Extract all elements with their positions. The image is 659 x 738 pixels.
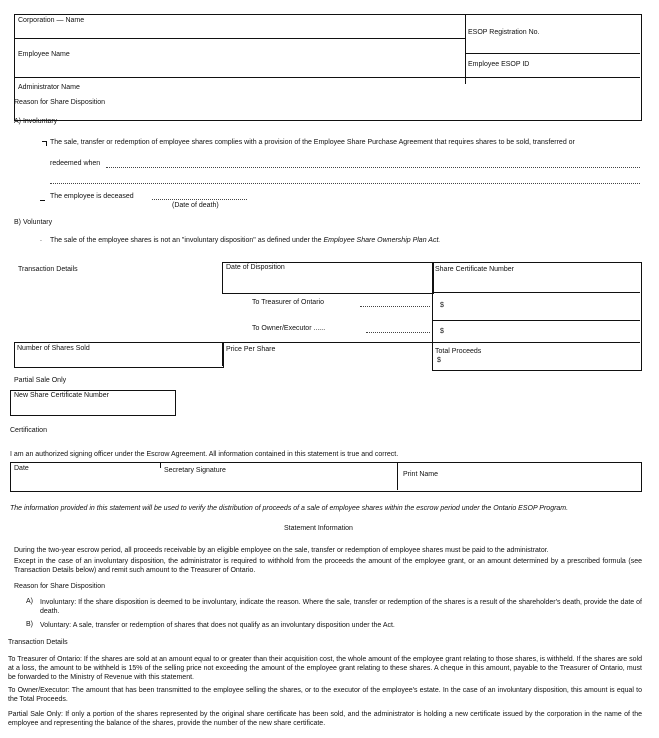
divider [160, 462, 161, 468]
info-a-label: A) [26, 598, 33, 605]
date-of-death-label: (Date of death) [172, 202, 219, 209]
divider [397, 462, 398, 490]
number-of-shares-label: Number of Shares Sold [17, 345, 90, 352]
total-proceeds-field[interactable]: $ [437, 357, 441, 364]
corporation-name-field[interactable]: Corporation — Name [18, 17, 85, 24]
employee-name-field[interactable]: Employee Name [18, 51, 70, 58]
info-b-label: B) [26, 621, 33, 628]
certification-title: Certification [10, 427, 47, 434]
leader-dots [360, 306, 430, 307]
divider [432, 320, 640, 321]
involuntary-heading: A) Involuntary [14, 118, 58, 125]
to-treasurer-label: To Treasurer of Ontario [252, 299, 324, 306]
print-name-field[interactable]: Print Name [403, 471, 439, 478]
price-per-share-field[interactable]: Price Per Share [226, 346, 276, 353]
option2-text: The employee is deceased [50, 193, 134, 200]
info-paragraph: Except in the case of an involuntary disposition, the administrator is required to withhold from the proceeds the amount of the employee grant, or an amount determined by a prescribed formula (see Transaction Details below) and remit such amount to the Treasurer of Ontario. [14, 558, 642, 574]
divider [14, 77, 640, 78]
divider [14, 38, 465, 39]
info-a-text: Involuntary: If the share disposition is deemed to be involuntary, indicate the reason. Where the sale, transfer or redemption of the shares is a result of the shareholder's death, provide the date of death. [40, 599, 642, 615]
voluntary-heading: B) Voluntary [14, 219, 53, 226]
info-paragraph: Partial Sale Only: If only a portion of the shares represented by the original share certificate has been sold, and the administrator is holding a new certificate issued by the corporation in the name of the employee and representing the balance of the shares, provide the number of the new share certificate. [8, 711, 642, 727]
certification-statement: I am an authorized signing officer under the Escrow Agreement. All information contained in this statement is true and correct. [10, 451, 399, 458]
reason-title: Reason for Share Disposition [14, 99, 106, 106]
signature-field[interactable]: Secretary Signature [164, 467, 226, 474]
date-field[interactable]: Date [14, 465, 29, 472]
administrator-name-field[interactable]: Administrator Name [18, 84, 80, 91]
share-certificate-label: Share Certificate Number [435, 266, 514, 273]
employee-esop-id-field[interactable]: Employee ESOP ID [468, 61, 530, 68]
new-certificate-label: New Share Certificate Number [14, 392, 109, 399]
certification-notice: The information provided in this statement will be used to verify the distribution of proceeds of a sale of employee shares within the escrow period under the Ontario ESOP Program. [10, 505, 569, 512]
info-reason-title: Reason for Share Disposition [14, 583, 106, 590]
date-of-death-field[interactable] [152, 199, 247, 200]
divider [465, 53, 640, 54]
leader-dots [366, 332, 430, 333]
divider [222, 342, 223, 366]
voluntary-act: Employee Share Ownership Plan Act. [323, 237, 441, 244]
divider [432, 292, 640, 293]
header-box [14, 14, 642, 121]
date-of-disposition-label: Date of Disposition [226, 264, 285, 271]
redeemed-reason-line-2[interactable] [50, 183, 640, 184]
redeemed-reason-line-1[interactable] [106, 167, 640, 168]
owner-amount-field[interactable]: $ [440, 328, 444, 335]
info-paragraph: To Treasurer of Ontario: If the shares are sold at an amount equal to or greater than their acquisition cost, the whole amount of the employee grant relating to those shares, is withheld. If the shares are sold at a loss, the amount to be withheld is 15% of the selling price not exceeding the amount of the employee grant relating to these shares. A cheque in this amount, payable to the Treasurer of Ontario, must be forwarded to the Ministry of Revenue with this statement. [8, 656, 642, 681]
voluntary-text-main: The sale of the employee shares is not an "involuntary disposition" as defined under the [50, 237, 322, 244]
info-paragraph: To Owner/Executor: The amount that has been transmitted to the employee selling the shares, or to the executor of the employee's estate. In the case of an involuntary disposition, this amount is equal to the Total Proceeds. [8, 687, 642, 703]
voluntary-checkbox[interactable]: . [40, 236, 42, 243]
partial-sale-label: Partial Sale Only [14, 377, 67, 384]
info-paragraph: During the two-year escrow period, all proceeds receivable by an eligible employee on the sale, transfer or redemption of employee shares must be paid to the administrator. [14, 547, 549, 554]
option2-checkbox[interactable] [40, 200, 45, 201]
option1-checkbox[interactable] [42, 141, 47, 146]
esop-registration-field[interactable]: ESOP Registration No. [468, 29, 540, 36]
info-transaction-title: Transaction Details [8, 639, 68, 646]
treasurer-amount-field[interactable]: $ [440, 302, 444, 309]
total-proceeds-label: Total Proceeds [435, 348, 482, 355]
voluntary-text [50, 237, 440, 244]
info-b-text: Voluntary: A sale, transfer or redemption of shares that does not qualify as an involuntary disposition under the Act. [40, 622, 395, 629]
statement-information-title: Statement Information [284, 525, 353, 532]
option1-cont: redeemed when [50, 160, 101, 167]
option1-text: The sale, transfer or redemption of employee shares complies with a provision of the Employee Share Purchase Agreement that requires shares to be sold, transferred or [50, 139, 575, 146]
to-owner-label: To Owner/Executor ...... [252, 325, 326, 332]
transaction-title: Transaction Details [18, 266, 78, 273]
signature-box [10, 462, 642, 492]
divider [465, 14, 466, 84]
